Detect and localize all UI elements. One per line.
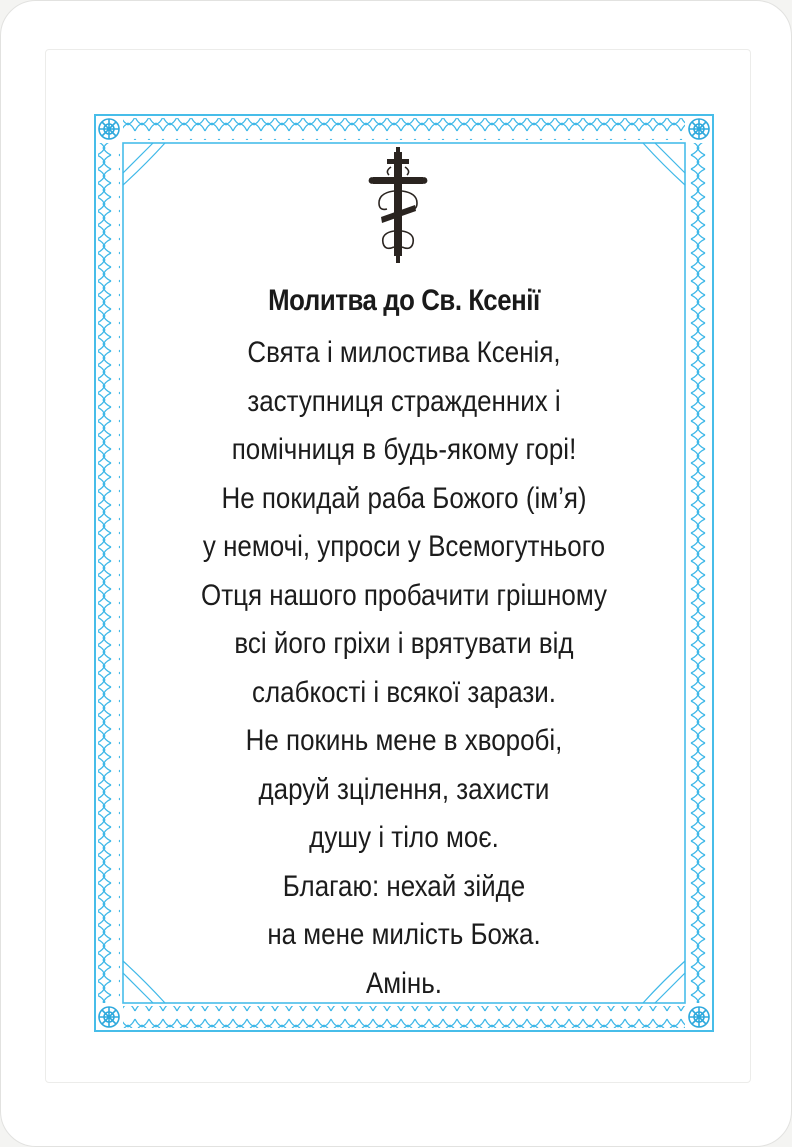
prayer-line: Отця нашого пробачити грішному — [201, 578, 607, 612]
prayer-line: даруй зцілення, захисти — [258, 772, 550, 806]
prayer-line: Свята і милостива Ксенія, — [247, 336, 561, 369]
prayer-line: Не покинь мене в хворобі, — [245, 724, 563, 757]
prayer-line: на мене милість Божа. — [267, 918, 541, 951]
prayer-line: заступниця стражденних і — [247, 384, 561, 418]
prayer-line: душу і тіло моє. — [309, 821, 499, 854]
prayer-line: Амінь. — [365, 966, 443, 1000]
prayer-line: у немочі, упроси у Всемогутнього — [202, 530, 606, 563]
prayer-text — [146, 329, 662, 1008]
prayer-line: слабкості і всякої зарази. — [252, 675, 556, 709]
orthodox-cross-icon — [367, 147, 429, 265]
prayer-line: помічниця в будь-якому горі! — [231, 433, 577, 466]
prayer-line: Не покидай раба Божого (ім’я) — [221, 481, 587, 515]
prayer-title: Молитва до Св. Ксенії — [268, 284, 540, 317]
prayer-line: всі його гріхи і врятувати від — [234, 627, 574, 660]
prayer-line: Благаю: нехай зійде — [282, 869, 526, 903]
